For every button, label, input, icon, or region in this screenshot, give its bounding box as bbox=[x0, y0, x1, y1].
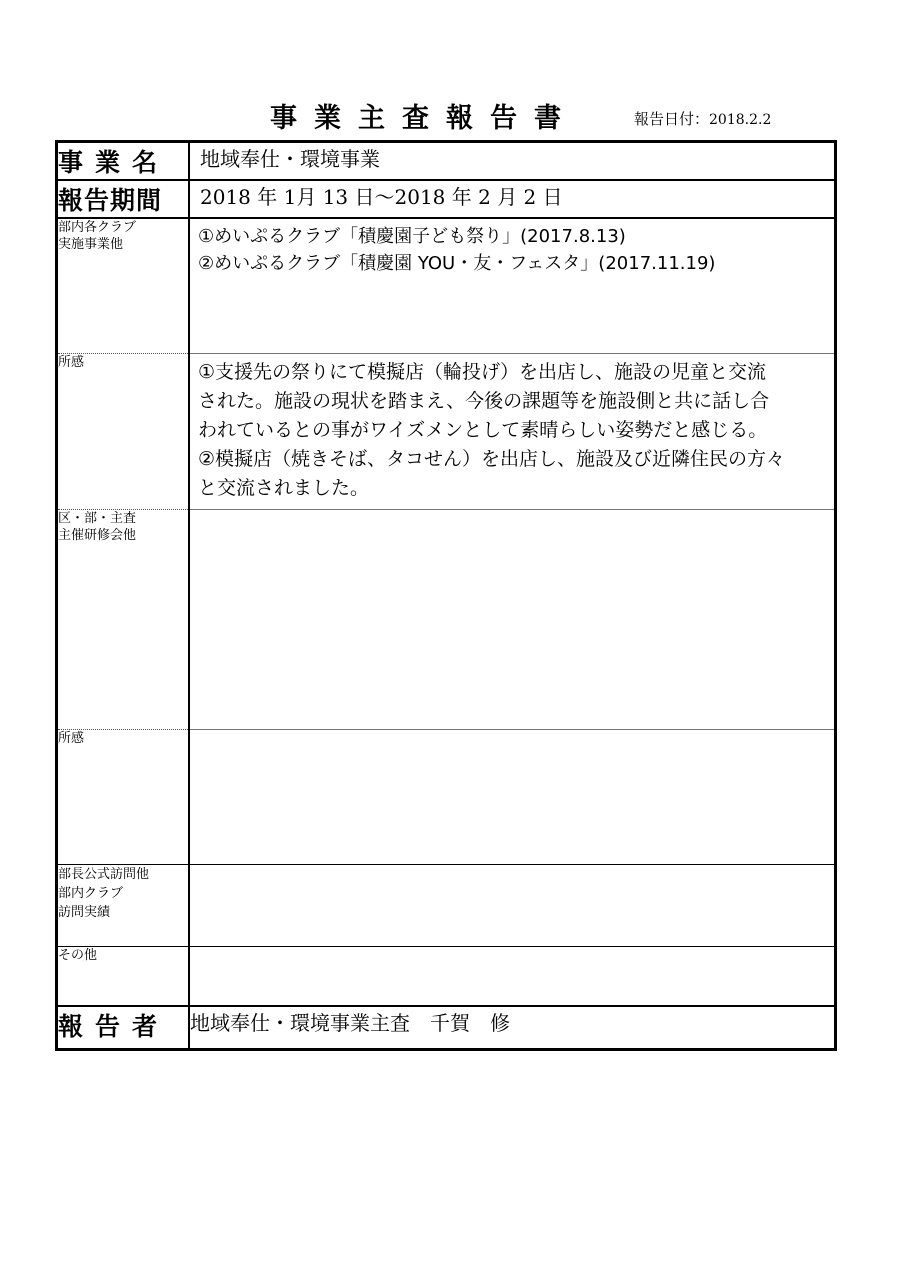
club-events-label-line: 実施事業他 bbox=[58, 237, 124, 253]
row-impressions-2 bbox=[57, 729, 836, 864]
club-events-cell bbox=[189, 218, 836, 353]
row-other bbox=[57, 946, 836, 1006]
period-value: 2018 年 1月 13 日～2018 年 2 月 2 日 bbox=[200, 185, 563, 210]
row-reporter bbox=[57, 1006, 836, 1049]
project-name-cell bbox=[189, 142, 836, 181]
impressions-2-label: 所感 bbox=[57, 729, 190, 864]
club-events-label-line: 部内各クラブ bbox=[58, 220, 137, 236]
row-project-name bbox=[57, 142, 836, 181]
project-name-value: 地域奉仕・環境事業 bbox=[200, 147, 380, 171]
reporter-label: 報告者 bbox=[57, 1006, 190, 1049]
impressions-1-cell bbox=[189, 353, 836, 509]
club-event-line: ②めいぷるクラブ「積慶園 YOU・友・フェスタ」(2017.11.19) bbox=[198, 253, 716, 275]
impression-line: された。施設の現状を踏まえ、今後の課題等を施設側と共に話し合 bbox=[198, 389, 770, 412]
row-period bbox=[57, 180, 836, 218]
district-training-label-line: 区・部・主査 bbox=[58, 510, 137, 526]
row-club-events bbox=[57, 218, 836, 353]
district-training-label-line: 主催研修会他 bbox=[58, 527, 137, 543]
other-label: その他 bbox=[57, 946, 190, 1006]
visits-cell bbox=[189, 864, 836, 946]
impression-line: われているとの事がワイズメンとして素晴らしい姿勢だと感じる。 bbox=[198, 418, 768, 441]
report-date-value: 2018.2.2 bbox=[709, 112, 772, 128]
row-visits bbox=[57, 864, 836, 946]
club-event-line: ①めいぷるクラブ「積慶園子ども祭り」(2017.8.13) bbox=[198, 226, 626, 248]
report-form bbox=[55, 140, 837, 1051]
visits-label bbox=[57, 864, 190, 946]
project-name-label: 事業名 bbox=[57, 142, 190, 181]
district-training-cell bbox=[189, 509, 836, 729]
period-label: 報告期間 bbox=[57, 180, 190, 218]
report-date-label: 報告日付： bbox=[634, 110, 710, 128]
club-events-label bbox=[57, 218, 190, 353]
impressions-1-label: 所感 bbox=[57, 353, 190, 509]
visits-label-line: 部長公式訪問他 bbox=[58, 866, 150, 882]
club-events-text bbox=[190, 219, 834, 277]
row-impressions-1 bbox=[57, 353, 836, 509]
impression-line: ②模擬店（焼きそば、タコせん）を出店し、施設及び近隣住民の方々 bbox=[198, 447, 786, 470]
impressions-2-cell bbox=[189, 729, 836, 864]
row-district-training bbox=[57, 509, 836, 729]
visits-label-line: 部内クラブ bbox=[58, 885, 124, 901]
document-title: 事業主査報告書 bbox=[270, 103, 578, 134]
impression-line: と交流されました。 bbox=[198, 476, 370, 499]
visits-label-line: 訪問実績 bbox=[58, 904, 111, 920]
report-date bbox=[634, 108, 771, 129]
period-cell bbox=[189, 180, 836, 218]
other-cell bbox=[189, 946, 836, 1006]
impression-line: ①支援先の祭りにて模擬店（輪投げ）を出店し、施設の児童と交流 bbox=[198, 360, 767, 383]
reporter-value: 地域奉仕・環境事業主査 千賀 修 bbox=[190, 1011, 510, 1036]
district-training-label bbox=[57, 509, 190, 729]
impressions-1-text bbox=[190, 354, 834, 503]
